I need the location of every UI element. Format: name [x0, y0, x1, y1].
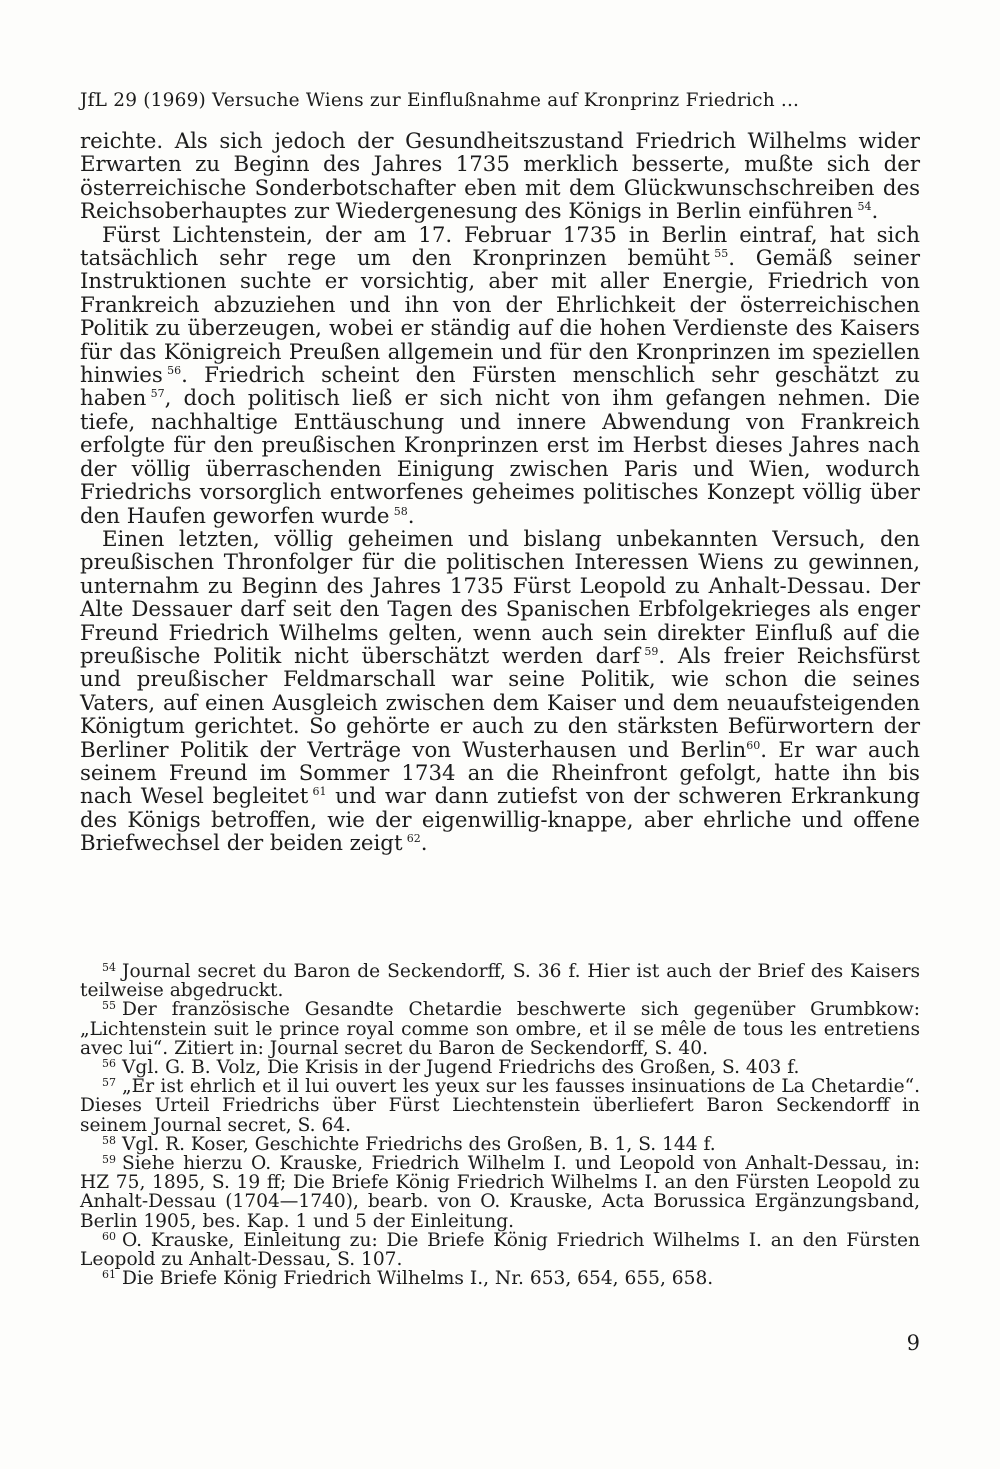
page-number: 9: [906, 1331, 920, 1355]
footnote-ref-55[interactable]: 55: [714, 247, 729, 261]
paragraph-text: . Als freier Reichsfürst und preußischer Feldmarschall war seine Politik, wie schon die seines Vaters, auf einen Ausgleich zwischen dem Kaiser und dem neuaufsteigenden Königtum gerichtet. So gehörte er auch zu den stärksten Befürwortern der Berliner Politik der Verträge von Wusterhausen und Berlin: [80, 643, 920, 763]
footnote-text: Vgl. R. Koser, Geschichte Friedrichs des Großen, B. 1, S. 144 f.: [122, 1133, 716, 1155]
footnote-text: Siehe hierzu O. Krauske, Friedrich Wilhelm I. und Leopold von Anhalt-Dessau, in: HZ 75, 1895, S. 19 ff; Die Briefe König Friedrich Wilhelms I. an den Fürsten Leopold zu Anhalt-Dessau (1704—1740), bearb. von O. Krauske, Acta Borussica Ergänzungsband, Berlin 1905, bes. Kap. 1 und 5 der Einleitung.: [80, 1153, 920, 1232]
paragraph-text: Einen letzten, völlig geheimen und bislang unbekannten Versuch, den preußischen Thronfolger für die politischen Interessen Wiens zu gewinnen, unternahm zu Beginn des Jahres 1735 Fürst Leopold zu Anhalt-Dessau. Der Alte Dessauer darf seit den Tagen des Spanischen Erbfolgekrieges als enger Freund Friedrich Wilhelms gelten, wenn auch sein direkter Einfluß auf die preußische Politik nicht überschätzt werden darf: [80, 526, 920, 669]
footnote-text: Journal secret du Baron de Seckendorff, S. 36 f. Hier ist auch der Brief des Kaisers teilweise abgedruckt.: [80, 961, 920, 1002]
paragraph-text: , doch politisch ließ er sich nicht von ihm gefangen nehmen. Die tiefe, nachhaltige Enttäuschung und innere Abwendung von Frankreich erfolgte für den preußischen Kronprinzen erst im Herbst dieses Jahres nach der völlig überraschenden Einigung zwischen Paris und Wien, wodurch Friedrichs vorsorglich entworfenes geheimes politisches Konzept völlig über den Haufen geworfen wurde: [80, 386, 920, 529]
footnote-54: [80, 962, 920, 1000]
footnote-ref-61[interactable]: 61: [312, 785, 327, 799]
paragraph-text: Fürst Lichtenstein, der am 17. Februar 1735 in Berlin eintraf, hat sich tatsächlich sehr rege um den Kronprinzen bemüht: [80, 222, 920, 272]
footnote-57: [80, 1077, 920, 1135]
footnote-number: 61: [102, 1268, 116, 1282]
paragraph-text: .: [420, 831, 428, 857]
paragraph-text: . Friedrich scheint den Fürsten menschlich sehr geschätzt zu haben: [80, 363, 920, 412]
footnote-text: Die Briefe König Friedrich Wilhelms I., Nr. 653, 654, 655, 658.: [122, 1268, 714, 1290]
paragraph-text: .: [871, 199, 879, 225]
footnote-text: „Er ist ehrlich et il lui ouvert les yeux sur les fausses insinuations de La Chetardie“. Dieses Urteil Friedrichs über Fürst Liechtenstein überliefert Baron Seckendorff in seinem Journal secret, S. 64.: [80, 1076, 920, 1136]
paragraph-1: [80, 130, 920, 224]
footnote-text: O. Krauske, Einleitung zu: Die Briefe König Friedrich Wilhelms I. an den Fürsten Leopold zu Anhalt-Dessau, S. 107.: [80, 1229, 920, 1271]
paragraph-text: reichte. Als sich jedoch der Gesundheitszustand Friedrich Wilhelms wider Erwarten zu Beginn des Jahres 1735 merklich besserte, mußte sich der österreichische Sonderbotschafter eben mit dem Glückwunschschreiben des Reichsoberhauptes zur Wiedergenesung des Königs in Berlin einführen: [80, 129, 920, 225]
footnote-number: 58: [102, 1133, 116, 1147]
footnote-ref-62[interactable]: 62: [406, 832, 421, 846]
footnote-55: [80, 1000, 920, 1058]
footnote-58: [80, 1135, 920, 1154]
footnote-text: Der französische Gesandte Chetardie beschwerte sich gegenüber Grumbkow: „Lichtenstein suit le prince royal comme son ombre, et il se mêle de tous les entretiens avec lui“. Zitiert in: Journal secret du Baron de Seckendorff, S. 40.: [80, 999, 920, 1059]
paragraph-2: [80, 224, 920, 528]
paragraph-text: und war dann zutiefst von der schweren Erkrankung des Königs betroffen, wie der eigenwillig-knappe, aber ehrliche und offene Briefwechsel der beiden zeigt: [80, 784, 920, 857]
footnote-number: 59: [102, 1153, 116, 1167]
footnote-61: [80, 1269, 920, 1288]
paragraph-3: [80, 528, 920, 856]
footnote-number: 55: [102, 999, 116, 1013]
footnote-ref-59[interactable]: 59: [644, 644, 659, 658]
paragraph-text: . Gemäß seiner Instruktionen suchte er vorsichtig, aber mit aller Energie, Friedrich von Frankreich abzuziehen und ihn von der Ehrlichkeit der österreichischen Politik zu überzeugen, wobei er ständig auf die hohen Verdienste des Kaisers für das Königreich Preußen allgemein und für den Kronprinzen im speziellen hinwies: [80, 246, 920, 389]
footnote-ref-54[interactable]: 54: [857, 200, 872, 214]
footnote-59: [80, 1154, 920, 1231]
footnote-number: 56: [102, 1057, 116, 1071]
footnote-ref-58[interactable]: 58: [393, 504, 408, 518]
paragraph-text: . Er war auch seinem Freund im Sommer 1734 an die Rheinfront gefolgt, hatte ihn bis nach Wesel begleitet: [80, 737, 920, 810]
footnote-text: Vgl. G. B. Volz, Die Krisis in der Jugend Friedrichs des Großen, S. 403 f.: [122, 1057, 800, 1079]
footnote-ref-57[interactable]: 57: [150, 387, 165, 401]
footnote-60: [80, 1231, 920, 1269]
footnote-number: 54: [102, 961, 116, 974]
footnote-number: 57: [102, 1076, 116, 1090]
body-text: [80, 130, 920, 856]
running-head: JfL 29 (1969) Versuche Wiens zur Einflußnahme auf Kronprinz Friedrich ...: [80, 90, 800, 111]
paragraph-text: .: [407, 503, 415, 529]
footnote-ref-60[interactable]: 60: [746, 738, 761, 752]
footnotes: [80, 962, 920, 1288]
footnote-56: [80, 1058, 920, 1077]
footnote-ref-56[interactable]: 56: [167, 364, 182, 378]
footnote-number: 60: [102, 1229, 116, 1243]
